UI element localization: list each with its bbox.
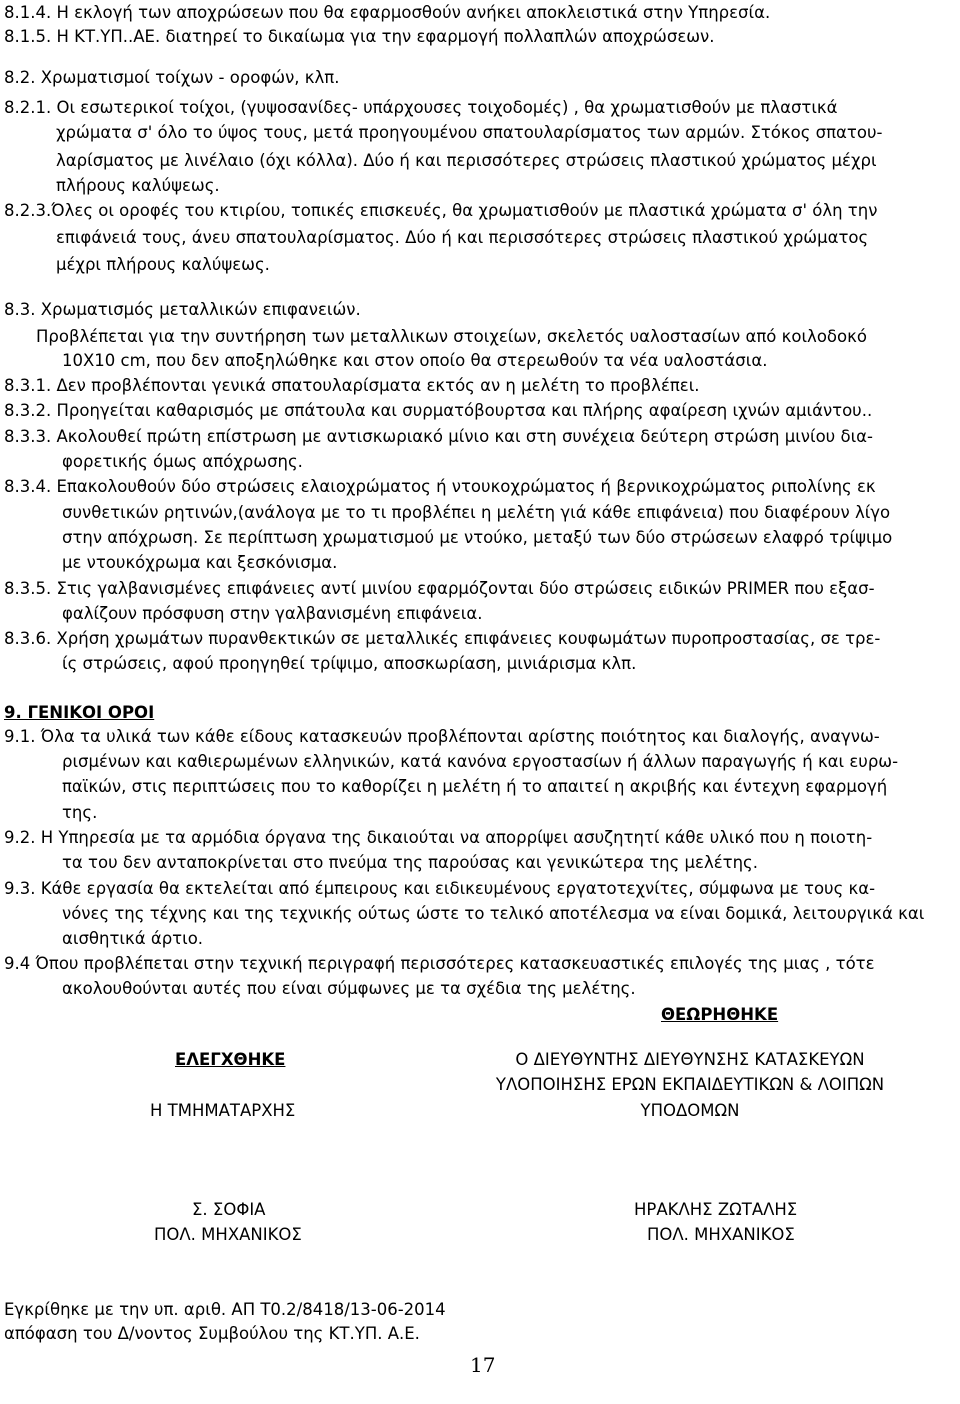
- text-line: ρισμένων και καθιερωμένων ελληνικών, κατά κανόνα εργοστασίων ή άλλων παραγωγής ή και ευρω-: [62, 752, 899, 771]
- chapter-heading: 9. ΓΕΝΙΚΟΙ ΟΡΟΙ: [4, 703, 155, 722]
- director-title: ΥΛΟΠΟΙΗΣΗΣ ΕΡΩΝ ΕΚΠΑΙΔΕΥΤΙΚΩΝ & ΛΟΙΠΩΝ: [495, 1075, 885, 1094]
- signatory-name: ΗΡΑΚΛΗΣ ΖΩΤΑΛΗΣ: [634, 1200, 798, 1219]
- text-line: χρώματα σ' όλο το ύψος τους, μετά προηγουμένου σπατουλαρίσματος των αρμών. Στόκος σπατου-: [56, 123, 883, 142]
- text-line: με ντουκόχρωμα και ξεσκόνισμα.: [62, 553, 338, 572]
- text-line: τα του δεν ανταποκρίνεται στο πνεύμα της παρούσας και γενικώτερα της μελέτης.: [62, 853, 758, 872]
- text-line: 8.3.4. Επακολουθούν δύο στρώσεις ελαιοχρώματος ή ντουκοχρώματος ή βερνικοχρώματος ριπολίνης εκ: [4, 477, 876, 496]
- text-line: 8.1.4. Η εκλογή των αποχρώσεων που θα εφαρμοσθούν ανήκει αποκλειστικά στην Υπηρεσία.: [4, 3, 771, 22]
- section-heading: 8.3. Χρωματισμός μεταλλικών επιφανειών.: [4, 300, 361, 319]
- checked-label: ΕΛΕΓΧΘΗΚΕ: [175, 1050, 286, 1069]
- text-line: της.: [62, 803, 98, 822]
- text-line: 9.3. Κάθε εργασία θα εκτελείται από έμπειρους και ειδικευμένους εργατοτεχνίτες, σύμφωνα με τους κα-: [4, 879, 876, 898]
- text-line: 8.2.1. Οι εσωτερικοί τοίχοι, (γυψοσανίδες- υπάρχουσες τοιχοδομές) , θα χρωματισθούν με πλαστικά: [4, 98, 838, 117]
- text-line: συνθετικών ρητινών,(ανάλογα με το τι προβλέπει η μελέτη γιά κάθε επιφάνεια) που διαφέρουν λίγο: [62, 503, 891, 522]
- text-line: 10Χ10 cm, που δεν αποξηλώθηκε και στον οποίο θα στερεωθούν τα νέα υαλοστάσια.: [62, 351, 768, 370]
- text-line: 8.3.1. Δεν προβλέπονται γενικά σπατουλαρίσματα εκτός αν η μελέτη το προβλέπει.: [4, 376, 700, 395]
- text-line: πλήρους καλύψεως.: [56, 176, 220, 195]
- signatory-role: ΠΟΛ. ΜΗΧΑΝΙΚΟΣ: [154, 1225, 302, 1244]
- text-line: 8.3.5. Στις γαλβανισμένες επιφάνειες αντί μινίου εφαρμόζονται δύο στρώσεις ειδικών PRIMER που εξασ-: [4, 579, 875, 598]
- text-line: 8.3.2. Προηγείται καθαρισμός με σπάτουλα και συρματόβουρτσα και πλήρης αφαίρεση ιχνών αμιάντου..: [4, 401, 873, 420]
- text-line: 8.2.3.Όλες οι οροφές του κτιρίου, τοπικές επισκευές, θα χρωματισθούν με πλαστικά χρώματα σ' όλη την: [4, 201, 878, 220]
- reviewed-label: ΘΕΩΡΗΘΗΚΕ: [661, 1005, 779, 1024]
- text-line: ίς στρώσεις, αφού προηγηθεί τρίψιμο, αποσκωρίαση, μινιάρισμα κλπ.: [62, 654, 637, 673]
- text-line: παϊκών, στις περιπτώσεις που το καθορίζει η μελέτη ή το απαιτεί η ακριβής και έντεχνη εφαρμογή: [62, 777, 888, 796]
- text-line: 9.4 Όπου προβλέπεται στην τεχνική περιγραφή περισσότερες κατασκευαστικές επιλογές της μιας , τότε: [4, 954, 875, 973]
- text-line: 8.3.3. Ακολουθεί πρώτη επίστρωση με αντισκωριακό μίνιο και στη συνέχεια δεύτερη στρώση μινίου δια-: [4, 427, 873, 446]
- text-line: λαρίσματος με λινέλαιο (όχι κόλλα). Δύο ή και περισσότερες στρώσεις πλαστικού χρώματος μέχρι: [56, 151, 877, 170]
- text-line: 8.3.6. Χρήση χρωμάτων πυρανθεκτικών σε μεταλλικές επιφάνειες κουφωμάτων πυροπροστασίας, σε τρε-: [4, 629, 881, 648]
- approval-note: απόφαση του Δ/νοντος Συμβούλου της ΚΤ.ΥΠ. Α.Ε.: [4, 1324, 420, 1343]
- text-line: 8.1.5. Η ΚΤ.ΥΠ..ΑΕ. διατηρεί το δικαίωμα για την εφαρμογή πολλαπλών αποχρώσεων.: [4, 27, 715, 46]
- text-line: νόνες της τέχνης και της τεχνικής ούτως ώστε το τελικό αποτέλεσμα να είναι δομικά, λειτουργικά και: [62, 904, 925, 923]
- text-line: 9.2. Η Υπηρεσία με τα αρμόδια όργανα της δικαιούται να απορρίψει ασυζητητί κάθε υλικό που η ποιοτη-: [4, 828, 873, 847]
- director-title: Ο ΔΙΕΥΘΥΝΤΗΣ ΔΙΕΥΘΥΝΣΗΣ ΚΑΤΑΣΚΕΥΩΝ: [515, 1050, 865, 1069]
- text-line: αισθητικά άρτιο.: [62, 929, 204, 948]
- section-heading: 8.2. Χρωματισμοί τοίχων - οροφών, κλπ.: [4, 68, 340, 87]
- page-number: 17: [470, 1353, 496, 1377]
- director-title: ΥΠΟΔΟΜΩΝ: [640, 1101, 740, 1120]
- text-line: φορετικής όμως απόχρωσης.: [62, 452, 303, 471]
- text-line: Προβλέπεται για την συντήρηση των μεταλλικων στοιχείων, σκελετός υαλοστασίων από κοιλοδοκό: [36, 327, 867, 346]
- head-title: Η ΤΜΗΜΑΤΑΡΧΗΣ: [150, 1101, 296, 1120]
- text-line: στην απόχρωση. Σε περίπτωση χρωματισμού με ντούκο, μεταξύ των δύο στρώσεων ελαφρό τρίψιμο: [62, 528, 893, 547]
- text-line: ακολουθούνται αυτές που είναι σύμφωνες με τα σχέδια της μελέτης.: [62, 979, 636, 998]
- text-line: 9.1. Όλα τα υλικά των κάθε είδους κατασκευών προβλέπονται αρίστης ποιότητος και διαλογής, αναγνω-: [4, 727, 880, 746]
- signatory-name: Σ. ΣΟΦΙΑ: [192, 1200, 266, 1219]
- text-line: επιφάνειά τους, άνευ σπατουλαρίσματος. Δύο ή και περισσότερες στρώσεις πλαστικού χρώματος: [56, 228, 869, 247]
- signatory-role: ΠΟΛ. ΜΗΧΑΝΙΚΟΣ: [647, 1225, 795, 1244]
- text-line: μέχρι πλήρους καλύψεως.: [56, 255, 270, 274]
- approval-note: Εγκρίθηκε με την υπ. αριθ. ΑΠ Τ0.2/8418/13-06-2014: [4, 1300, 446, 1319]
- text-line: φαλίζουν πρόσφυση στην γαλβανισμένη επιφάνεια.: [62, 604, 483, 623]
